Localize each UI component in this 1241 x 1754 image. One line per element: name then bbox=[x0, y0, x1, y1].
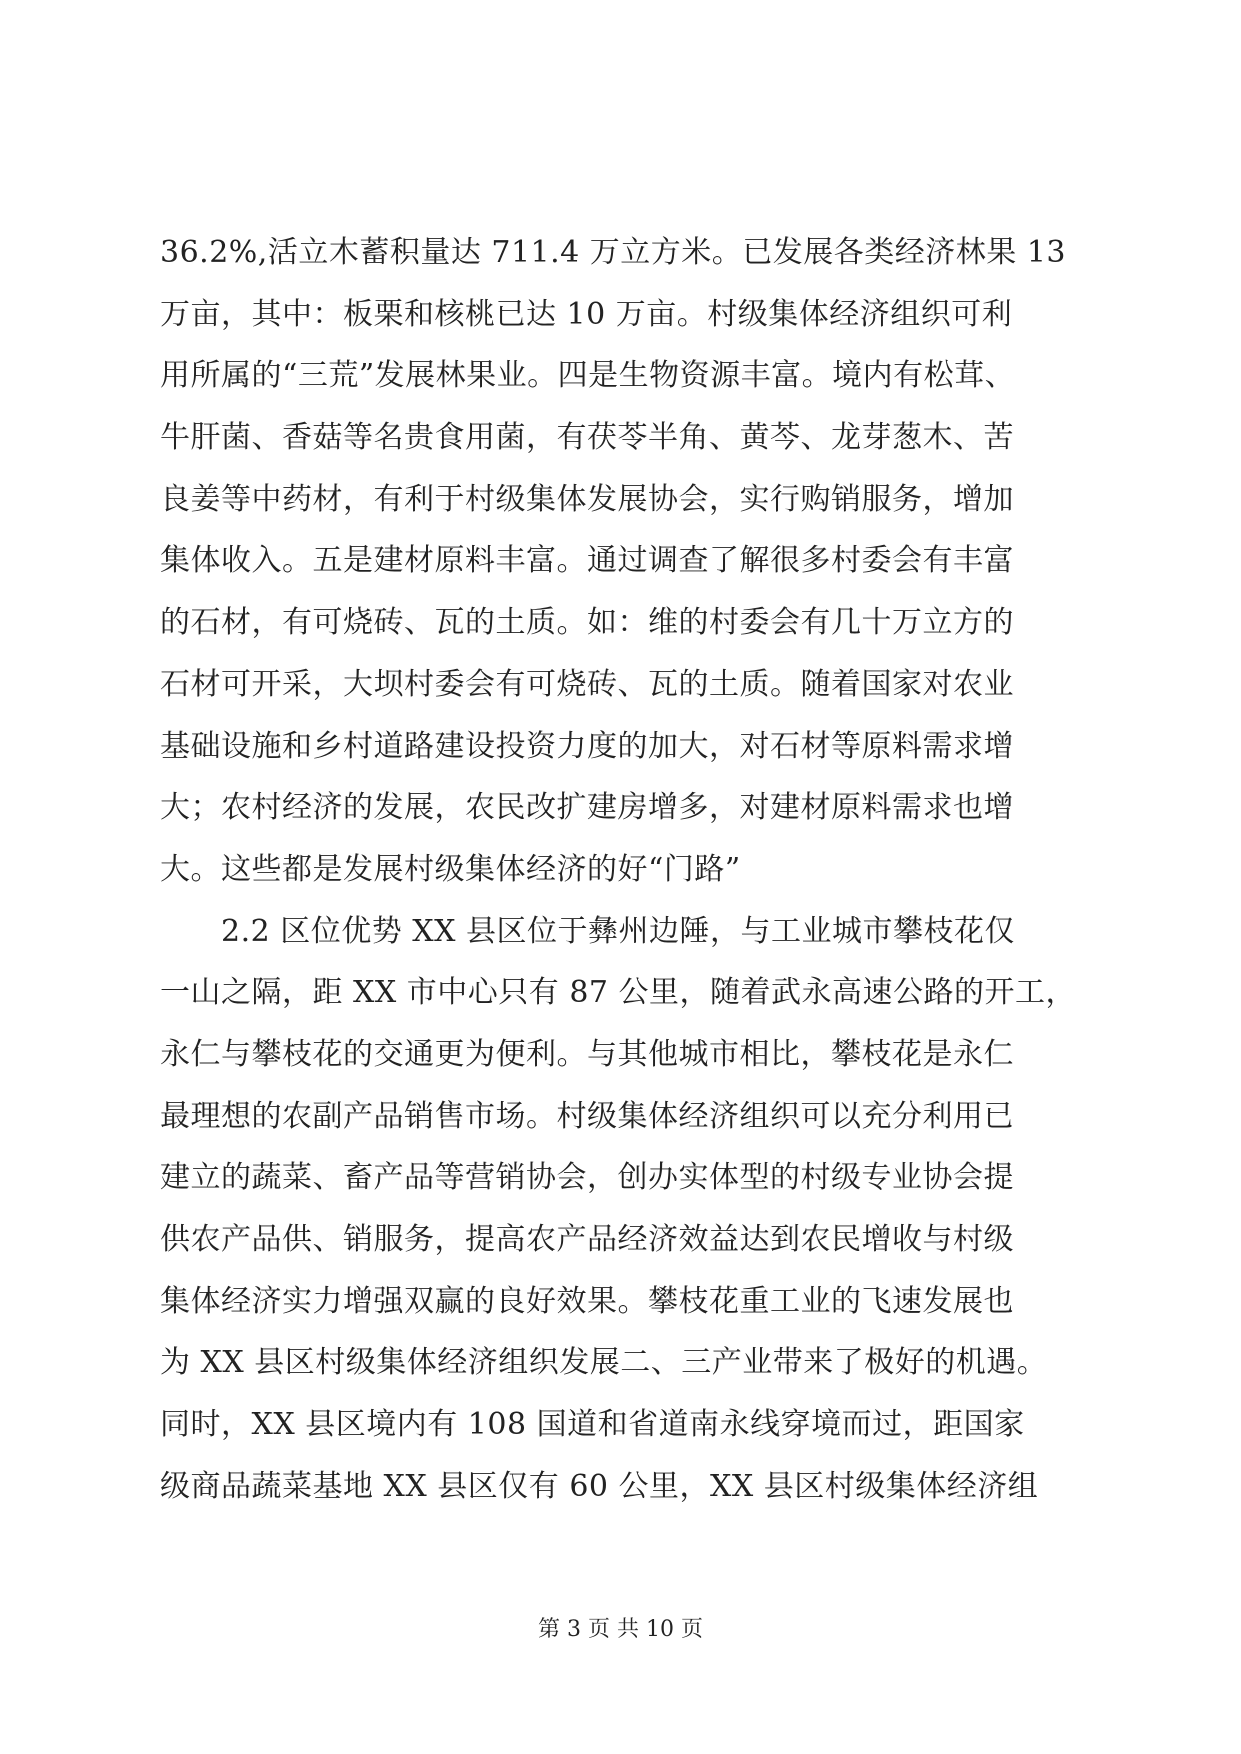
text-line: 一山之隔，距 XX 市中心只有 87 公里，随着武永高速公路的开工， bbox=[160, 975, 1077, 1011]
text-line: 集体收入。五是建材原料丰富。通过调查了解很多村委会有丰富 bbox=[160, 543, 1014, 579]
text-line: 大。这些都是发展村级集体经济的好“门路” bbox=[160, 851, 741, 887]
text-line: 牛肝菌、香菇等名贵食用菌，有茯苓半角、黄芩、龙芽葱木、苦 bbox=[160, 420, 1014, 456]
text-line: 良姜等中药材，有利于村级集体发展协会，实行购销服务，增加 bbox=[160, 481, 1014, 517]
text-line: 级商品蔬菜基地 XX 县区仅有 60 公里，XX 县区村级集体经济组 bbox=[160, 1468, 1039, 1504]
text-line: 大；农村经济的发展，农民改扩建房增多，对建材原料需求也增 bbox=[160, 790, 1014, 826]
body-text bbox=[160, 222, 1090, 1517]
text-line: 为 XX 县区村级集体经济组织发展二、三产业带来了极好的机遇。 bbox=[160, 1345, 1048, 1381]
text-line: 36.2%,活立木蓄积量达 711.4 万立方米。已发展各类经济林果 13 bbox=[160, 235, 1067, 270]
text-line: 万亩，其中：板栗和核桃已达 10 万亩。村级集体经济组织可利 bbox=[160, 296, 1013, 332]
text-line: 集体经济实力增强双赢的良好效果。攀枝花重工业的飞速发展也 bbox=[160, 1283, 1014, 1319]
text-line: 建立的蔬菜、畜产品等营销协会，创办实体型的村级专业协会提 bbox=[160, 1160, 1014, 1196]
text-line: 最理想的农副产品销售市场。村级集体经济组织可以充分利用已 bbox=[160, 1098, 1014, 1134]
text-line: 供农产品供、销服务，提高农产品经济效益达到农民增收与村级 bbox=[160, 1222, 1014, 1257]
text-line: 用所属的“三荒”发展林果业。四是生物资源丰富。境内有松茸、 bbox=[160, 358, 1016, 394]
text-line: 基础设施和乡村道路建设投资力度的加大，对石材等原料需求增 bbox=[160, 728, 1014, 764]
text-line: 永仁与攀枝花的交通更为便利。与其他城市相比，攀枝花是永仁 bbox=[160, 1036, 1014, 1072]
page-number: 第 3 页 共 10 页 bbox=[538, 1617, 703, 1642]
text-line: 的石材，有可烧砖、瓦的土质。如：维的村委会有几十万立方的 bbox=[160, 605, 1014, 641]
text-line: 2.2 区位优势 XX 县区位于彝州边陲，与工业城市攀枝花仅 bbox=[160, 913, 1016, 949]
text-line: 石材可开采，大坝村委会有可烧砖、瓦的土质。随着国家对农业 bbox=[160, 666, 1014, 702]
text-line: 同时，XX 县区境内有 108 国道和省道南永线穿境而过，距国家 bbox=[160, 1407, 1025, 1443]
